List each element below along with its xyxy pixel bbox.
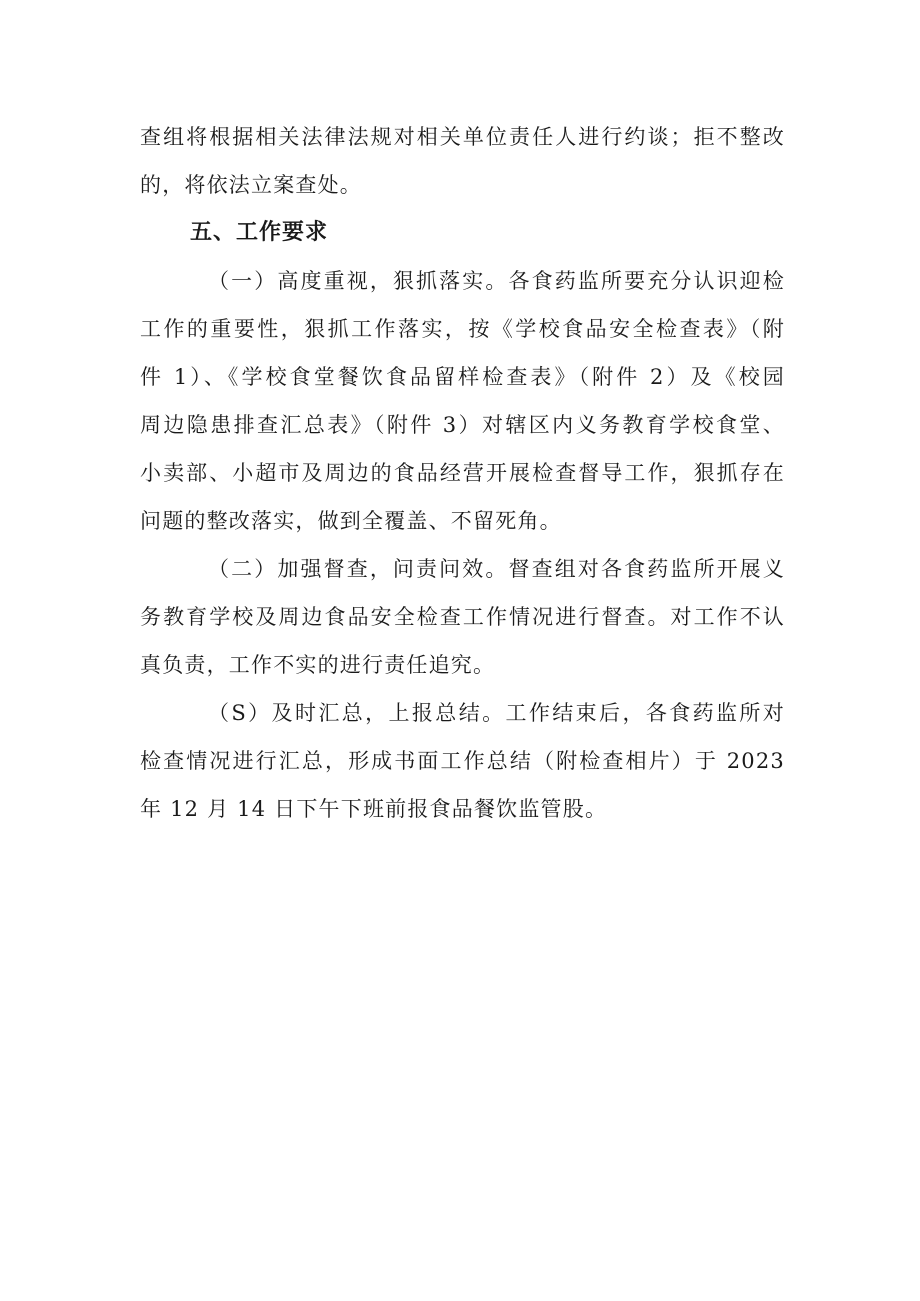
- paragraph-2-line: （二）加强督查，问责问效。督查组对各食药监所开展义: [208, 557, 785, 581]
- paragraph-3-line: 年 12 月 14 日下午下班前报食品餐饮监管股。: [140, 797, 608, 821]
- paragraph-2-line: 务教育学校及周边食品安全检查工作情况进行督查。对工作不认: [140, 605, 785, 629]
- paragraph-3-line: 检查情况进行汇总，形成书面工作总结（附检查相片）于 2023: [140, 749, 785, 773]
- paragraph-1-line: 工作的重要性，狠抓工作落实，按《学校食品安全检查表》（附: [140, 317, 785, 341]
- paragraph-1-line: 件 1）、《学校食堂餐饮食品留样检查表》（附件 2）及《校园: [140, 365, 785, 389]
- paragraph-1-line: 小卖部、小超市及周边的食品经营开展检查督导工作，狠抓存在: [140, 461, 785, 485]
- paragraph-1-line: 问题的整改落实，做到全覆盖、不留死角。: [140, 509, 562, 533]
- paragraph-1-line: 周边隐患排查汇总表》（附件 3）对辖区内义务教育学校食堂、: [140, 413, 785, 437]
- section-heading: 五、工作要求: [190, 220, 329, 245]
- text-line: 查组将根据相关法律法规对相关单位责任人进行约谈；拒不整改: [140, 125, 785, 149]
- paragraph-2-line: 真负责，工作不实的进行责任追究。: [140, 653, 496, 677]
- text-line: 的，将依法立案查处。: [140, 173, 362, 197]
- paragraph-3-line: （S）及时汇总，上报总结。工作结束后，各食药监所对: [208, 701, 785, 725]
- paragraph-1-line: （一）高度重视，狠抓落实。各食药监所要充分认识迎检: [208, 269, 785, 293]
